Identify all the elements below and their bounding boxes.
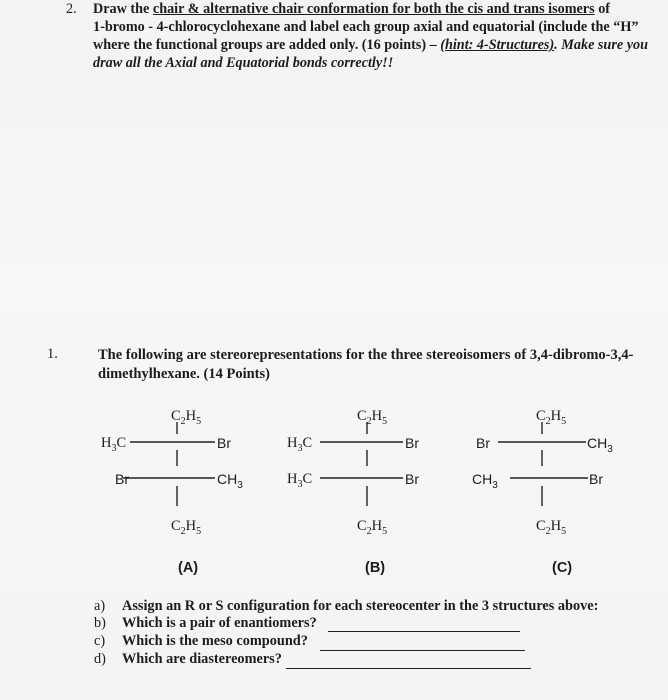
question-2-line-4: draw all the Axial and Equatorial bonds correctly!!	[93, 55, 394, 71]
substituent-bottom: $C_2H_5$	[357, 518, 388, 537]
substituent-lower-left: Br	[115, 471, 129, 487]
substituent-lower-right: Br	[589, 471, 603, 487]
question-2-line-1: Draw the chair & alternative chair conformation for both the cis and trans isomers of	[93, 1, 611, 17]
answer-blank-c[interactable]	[320, 650, 525, 651]
substituent-bottom: $C_2H_5$	[171, 518, 202, 537]
substituent-upper-right: Br	[405, 435, 419, 451]
answer-blank-b[interactable]	[328, 631, 520, 632]
question-1-number: 1.	[47, 346, 58, 362]
substituent-lower-right: Br	[405, 471, 419, 487]
substituent-lower-left: $H_3C$	[287, 471, 313, 490]
answer-blank-d[interactable]	[286, 668, 531, 669]
subquestion-b: b) Which is a pair of enantiomers?	[94, 615, 317, 631]
substituent-lower-left: $CH_3$	[472, 471, 498, 491]
substituent-upper-right: $CH_3$	[587, 435, 613, 455]
structure-caption-c: (C)	[552, 560, 573, 576]
substituent-bottom: $C_2H_5$	[536, 518, 567, 537]
question-2-line-2: 1-bromo - 4-chlorocyclohexane and label each group axial and equatorial (include the “H”	[93, 19, 639, 35]
structure-caption-b: (B)	[365, 560, 386, 576]
question-2-number: 2.	[66, 1, 77, 17]
subquestion-d: d) Which are diastereomers?	[94, 651, 282, 667]
substituent-upper-left: Br	[476, 435, 490, 451]
subquestion-c: c) Which is the meso compound?	[94, 633, 308, 649]
question-1-text: The following are stereorepresentations for the three stereoisomers of 3,4-dibromo-3,4- dimethylhexane. (14 Points)	[98, 347, 634, 382]
substituent-upper-right: Br	[217, 435, 231, 451]
substituent-top: $C_2H_5$	[536, 408, 567, 427]
substituent-upper-left: $H_3C$	[287, 435, 313, 454]
substituent-top: $C_2H_5$	[171, 408, 202, 427]
subquestion-a: a) Assign an R or S configuration for each stereocenter in the 3 structures above:	[94, 598, 599, 614]
substituent-lower-right: $CH_3$	[217, 471, 243, 491]
substituent-upper-left: $H_3C$	[101, 435, 127, 454]
fischer-projection-a	[95, 400, 270, 540]
question-2-line-3: where the functional groups are added only. (16 points) – (hint: 4-Structures). Make sure you	[93, 37, 648, 53]
fischer-projection-b	[285, 400, 460, 540]
structure-caption-a: (A)	[178, 560, 199, 576]
fischer-projection-c	[470, 400, 650, 540]
substituent-top: $C_2H_5$	[357, 408, 388, 427]
